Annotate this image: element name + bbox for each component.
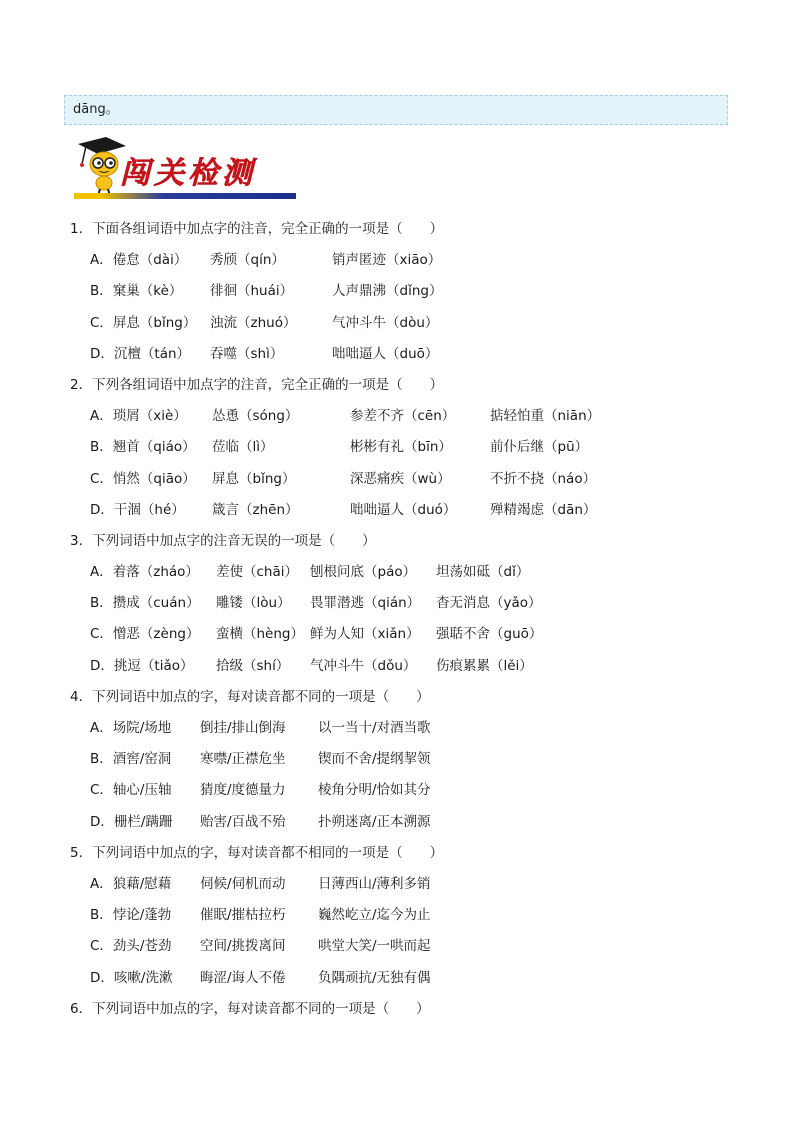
option-cell: 哄堂大笑/一哄而起 xyxy=(318,938,431,955)
question-stem: 3．下列词语中加点字的注音无误的一项是（ ） xyxy=(70,532,376,549)
option-cell: 倒挂/排山倒海 xyxy=(200,720,286,736)
option-cell: D．栅栏/蹒跚 xyxy=(90,813,173,830)
option-row xyxy=(70,495,750,526)
option-cell: 负隅顽抗/无独有偶 xyxy=(318,969,431,986)
question-list xyxy=(70,214,750,1025)
option-cell: 刨根问底（páo） xyxy=(310,564,417,581)
option-cell: 坦荡如砥（dǐ） xyxy=(436,564,530,581)
option-cell: 销声匿迹（xiāo） xyxy=(332,252,442,269)
option-cell: 徘徊（huái） xyxy=(210,283,294,300)
option-cell: 秀颀（qín） xyxy=(210,252,285,269)
option-cell: C．屏息（bǐng） xyxy=(90,314,197,331)
option-row xyxy=(70,619,750,650)
option-cell: 吞噬（shì） xyxy=(210,345,284,362)
option-cell: 寒噤/正襟危坐 xyxy=(200,751,286,768)
option-cell: 以一当十/对酒当歌 xyxy=(318,720,431,736)
option-cell: 莅临（lì） xyxy=(212,439,274,456)
option-cell: 箴言（zhēn） xyxy=(212,501,299,518)
option-row xyxy=(70,963,750,994)
option-cell: 强聒不舍（guō） xyxy=(436,626,543,643)
question-stem: 2．下列各组词语中加点字的注音，完全正确的一项是（ ） xyxy=(70,376,444,393)
option-row xyxy=(70,807,750,838)
option-cell: D．沉檀（tán） xyxy=(90,345,191,362)
question-stem: 6．下列词语中加点的字，每对读音都不同的一项是（ ） xyxy=(70,1000,430,1017)
option-cell: B．悖论/蓬勃 xyxy=(90,907,172,924)
option-cell: 屏息（bǐng） xyxy=(212,470,296,487)
option-cell: 蛮横（hèng） xyxy=(216,626,304,643)
option-cell: C．憎恶（zèng） xyxy=(90,626,200,643)
option-cell: 咄咄逼人（duó） xyxy=(350,501,457,518)
option-cell: 深恶痛疾（wù） xyxy=(350,470,451,487)
option-cell: 雕镂（lòu） xyxy=(216,595,291,612)
option-cell: 猜度/度德量力 xyxy=(200,782,286,799)
option-cell: 晦涩/诲人不倦 xyxy=(200,969,286,986)
option-cell: 参差不齐（cēn） xyxy=(350,408,456,425)
option-row xyxy=(70,744,750,775)
option-cell: 浊流（zhuó） xyxy=(210,314,297,331)
option-row xyxy=(70,651,750,682)
option-row xyxy=(70,557,750,588)
option-row xyxy=(70,869,750,900)
option-cell: 贻害/百战不殆 xyxy=(200,813,286,830)
option-cell: C．轴心/压轴 xyxy=(90,782,172,799)
option-row xyxy=(70,339,750,370)
option-cell: D．咳嗽/洗漱 xyxy=(90,969,173,986)
title-underline-bar xyxy=(74,193,296,199)
option-cell: D．挑逗（tiǎo） xyxy=(90,657,194,674)
option-cell: 空间/挑拨离间 xyxy=(200,938,286,955)
question-stem: 1．下面各组词语中加点字的注音，完全正确的一项是（ ） xyxy=(70,221,444,237)
option-cell: B．酒窖/窑洞 xyxy=(90,751,172,768)
question-stem: 5．下列词语中加点的字，每对读音都不相同的一项是（ ） xyxy=(70,844,444,861)
option-cell: 伺候/伺机而动 xyxy=(200,875,286,892)
option-row xyxy=(70,401,750,432)
option-row xyxy=(70,900,750,931)
option-cell: 杳无消息（yǎo） xyxy=(436,595,542,612)
option-cell: 气冲斗牛（dǒu） xyxy=(310,657,417,674)
option-cell: A．场院/场地 xyxy=(90,720,172,736)
option-cell: A．倦怠（dài） xyxy=(90,252,188,269)
option-cell: 棱角分明/恰如其分 xyxy=(318,782,431,799)
option-cell: 前仆后继（pū） xyxy=(490,439,589,456)
question-stem: 4．下列词语中加点的字，每对读音都不同的一项是（ ） xyxy=(70,688,430,705)
option-cell: 催眠/摧枯拉朽 xyxy=(200,907,286,924)
option-cell: C．悄然（qiāo） xyxy=(90,470,196,487)
option-cell: 扑朔迷离/正本溯源 xyxy=(318,813,431,830)
option-cell: D．干涸（hé） xyxy=(90,501,185,518)
option-row xyxy=(70,245,750,276)
option-cell: B．窠巢（kè） xyxy=(90,283,183,300)
option-cell: A．琐屑（xiè） xyxy=(90,408,187,425)
option-row xyxy=(70,432,750,463)
option-cell: 不折不挠（náo） xyxy=(490,470,597,487)
option-cell: C．劲头/苍劲 xyxy=(90,938,172,955)
option-cell: 人声鼎沸（dǐng） xyxy=(332,283,443,300)
option-row xyxy=(70,775,750,806)
section-title: 闯关检测 xyxy=(120,156,256,191)
option-cell: 巍然屹立/迄今为止 xyxy=(318,907,431,924)
section-header xyxy=(64,134,299,202)
option-cell: A．着落（zháo） xyxy=(90,564,199,581)
option-cell: 殚精竭虑（dān） xyxy=(490,501,597,518)
option-cell: B．翘首（qiáo） xyxy=(90,439,196,456)
option-cell: 日薄西山/薄利多销 xyxy=(318,875,431,892)
option-cell: 拾级（shí） xyxy=(216,657,290,674)
option-row xyxy=(70,464,750,495)
option-cell: A．狼藉/慰藉 xyxy=(90,875,172,892)
option-cell: 彬彬有礼（bīn） xyxy=(350,439,452,456)
option-cell: 怂恿（sóng） xyxy=(212,408,299,425)
option-cell: 气冲斗牛（dòu） xyxy=(332,314,439,331)
note-box xyxy=(64,95,728,125)
option-row xyxy=(70,588,750,619)
option-cell: 畏罪潜逃（qián） xyxy=(310,595,421,612)
option-row xyxy=(70,308,750,339)
option-row xyxy=(70,276,750,307)
option-cell: 咄咄逼人（duō） xyxy=(332,345,439,362)
option-row xyxy=(70,713,750,744)
option-row xyxy=(70,931,750,962)
note-text: dāng。 xyxy=(73,102,119,117)
option-cell: 锲而不舍/提纲挈领 xyxy=(318,751,431,768)
option-cell: 鲜为人知（xiǎn） xyxy=(310,626,420,643)
option-cell: 伤痕累累（lěi） xyxy=(436,657,533,674)
option-cell: 掂轻怕重（niān） xyxy=(490,408,601,425)
option-cell: B．攒成（cuán） xyxy=(90,595,200,612)
option-cell: 差使（chāi） xyxy=(216,564,299,581)
